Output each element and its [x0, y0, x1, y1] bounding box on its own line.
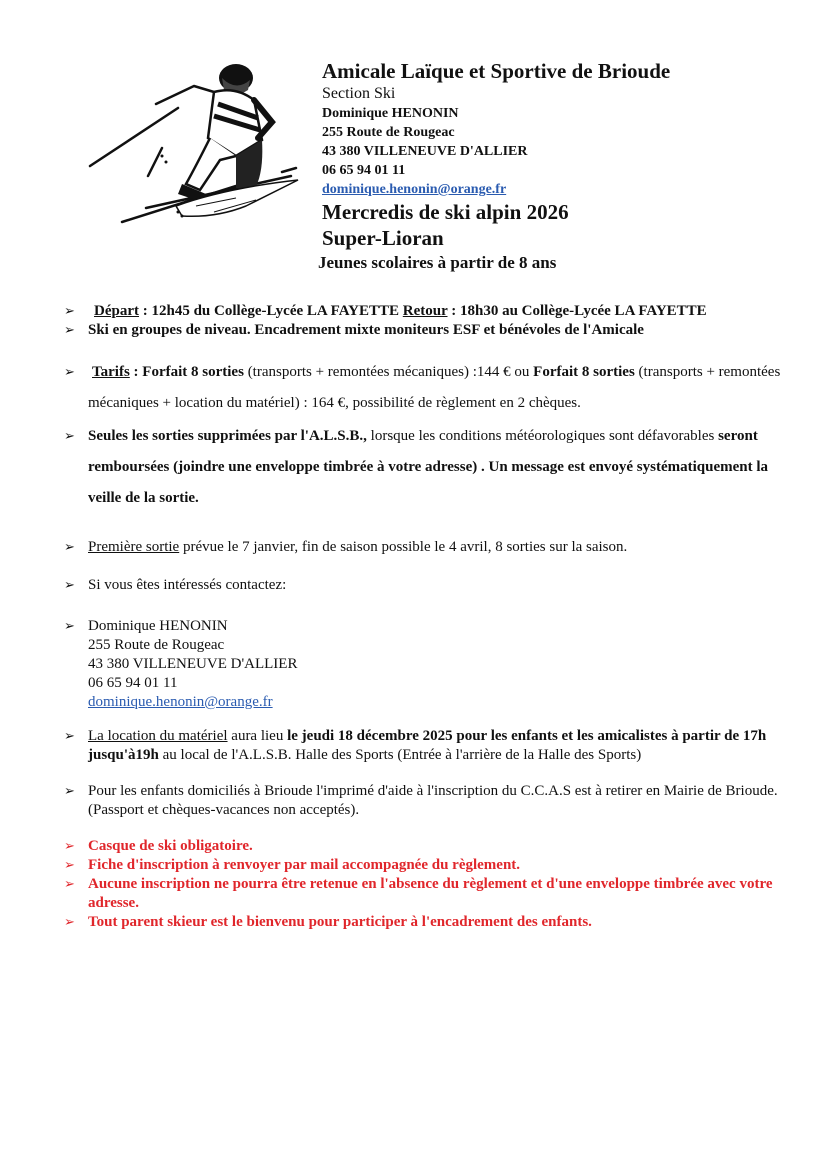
- list-item-parent: [64, 913, 784, 932]
- bullet-arrow-icon: ➢: [64, 784, 75, 799]
- location-name: Super-Lioran: [322, 226, 444, 250]
- contact-block-phone: 06 65 94 01 11: [88, 675, 178, 691]
- forfait1-label: Forfait 8 sorties: [142, 364, 244, 380]
- bullet-arrow-icon: ➢: [64, 323, 75, 338]
- bullet-arrow-icon: ➢: [64, 429, 75, 444]
- list-item-groupes: [64, 321, 784, 340]
- depart-label: Départ: [94, 303, 139, 319]
- list-item-fiche: [64, 856, 784, 875]
- parent-text: Tout parent skieur est le bienvenu pour participer à l'encadrement des enfants.: [88, 914, 592, 930]
- sorties-bold-1: Seules les sorties supprimées par l'A.L.S.B.,: [88, 428, 367, 444]
- phone: 06 65 94 01 11: [322, 163, 406, 178]
- body: [64, 302, 784, 932]
- header: [318, 58, 802, 275]
- organization-name: Amicale Laïque et Sportive de Brioude: [322, 59, 671, 83]
- groupes-text: Ski en groupes de niveau. Encadrement mixte moniteurs ESF et bénévoles de l'Amicale: [88, 322, 644, 338]
- aucune-text: Aucune inscription ne pourra être retenue en l'absence du règlement et d'une enveloppe timbrée avec votre adresse.: [88, 876, 773, 911]
- location-label: La location du matériel: [88, 728, 228, 744]
- location-date: le jeudi 18 décembre 2025 pour les enfants et les amicalistes à partir de 17h jusqu'à19h: [88, 728, 767, 763]
- depart-text: 12h45 du Collège-Lycée LA FAYETTE: [151, 303, 403, 319]
- event-title: Mercredis de ski alpin 2026: [322, 200, 569, 224]
- list-item-casque: [64, 837, 784, 856]
- retour-label: Retour: [402, 303, 448, 319]
- location-text: au local de l'A.L.S.B. Halle des Sports (Entrée à l'arrière de la Halle des Sports): [158, 747, 642, 763]
- bullet-arrow-icon: ➢: [64, 619, 75, 634]
- list-item-premiere: [64, 538, 784, 557]
- ccas-text: Pour les enfants domiciliés à Brioude l'imprimé d'aide à l'inscription du C.C.A.S est à retirer en Mairie de Brioude. (Passport et chèques-vacances non acceptés).: [88, 783, 778, 818]
- contact-block-address: 255 Route de Rougeac: [88, 637, 225, 653]
- contact-block-name: Dominique HENONIN: [88, 618, 228, 634]
- email-link[interactable]: dominique.henonin@orange.fr: [322, 182, 507, 197]
- bullet-arrow-icon: ➢: [64, 304, 75, 319]
- list-item-contact: [64, 617, 784, 712]
- tarifs-label: Tarifs: [92, 364, 130, 380]
- list-item-depart: ➢ Départ : 12h45 du Collège-Lycée LA FAYETTE Retour : 18h30 au Collège-Lycée LA FAYETTE: [64, 303, 707, 319]
- sorties-text-1: lorsque les conditions météorologiques sont défavorables: [366, 428, 719, 444]
- address-line: 255 Route de Rougeac: [322, 125, 455, 140]
- contact-intro: Si vous êtes intéressés contactez:: [88, 577, 287, 593]
- list-item-tarifs: ➢ Tarifs : Forfait 8 sorties (transports + remontées mécaniques) :144 € ou Forfait 8 sorties (transports + remontées mécaniques + location du matériel) : 164 €, possibilité de règlement en 2 chèques.: [64, 357, 784, 419]
- premiere-label: Première sortie: [88, 539, 180, 555]
- list-item-location: ➢ La location du matériel aura lieu le jeudi 18 décembre 2025 pour les enfants et les amicalistes à partir de 17h jusqu'à19h au local de l'A.L.S.B. Halle des Sports (Entrée à l'arrière de la Halle des Sports): [64, 728, 767, 763]
- list-item-ccas: [64, 782, 784, 820]
- casque-text: Casque de ski obligatoire.: [88, 838, 253, 854]
- sorties-bold-2: seront remboursées (joindre une enveloppe timbrée à votre adresse) . Un message est envoyé systématiquement la veille de la sortie.: [88, 428, 769, 506]
- bullet-arrow-icon: ➢: [64, 877, 75, 892]
- bullet-arrow-icon: ➢: [64, 729, 75, 744]
- contact-name: Dominique HENONIN: [322, 106, 459, 121]
- list-item-contact-intro: [64, 576, 784, 595]
- forfait1-text: (transports + remontées mécaniques) :144 € ou: [243, 364, 534, 380]
- bullet-arrow-icon: ➢: [64, 915, 75, 930]
- bullet-arrow-icon: ➢: [64, 540, 75, 555]
- skier-illustration: [86, 56, 308, 228]
- bullet-arrow-icon: ➢: [64, 365, 75, 380]
- bullet-arrow-icon: ➢: [64, 858, 75, 873]
- city-line: 43 380 VILLENEUVE D'ALLIER: [322, 144, 528, 159]
- section-name: Section Ski: [322, 85, 396, 102]
- forfait2-text: (transports + remontées mécaniques + location du matériel) : 164 €, possibilité de règlement en 2 chèques.: [88, 364, 781, 411]
- bullet-arrow-icon: ➢: [64, 839, 75, 854]
- contact-block-city: 43 380 VILLENEUVE D'ALLIER: [88, 656, 298, 672]
- forfait2-label: Forfait 8 sorties: [533, 364, 635, 380]
- premiere-text: prévue le 7 janvier, fin de saison possible le 4 avril, 8 sorties sur la saison.: [179, 539, 628, 555]
- fiche-text: Fiche d'inscription à renvoyer par mail accompagnée du règlement.: [88, 857, 521, 873]
- list-item-aucune: [64, 875, 784, 913]
- audience: Jeunes scolaires à partir de 8 ans: [318, 253, 557, 272]
- list-item-sorties: [64, 421, 784, 514]
- retour-text: : 18h30 au Collège-Lycée LA FAYETTE: [447, 303, 707, 319]
- contact-block-email[interactable]: dominique.henonin@orange.fr: [88, 694, 273, 710]
- bullet-arrow-icon: ➢: [64, 578, 75, 593]
